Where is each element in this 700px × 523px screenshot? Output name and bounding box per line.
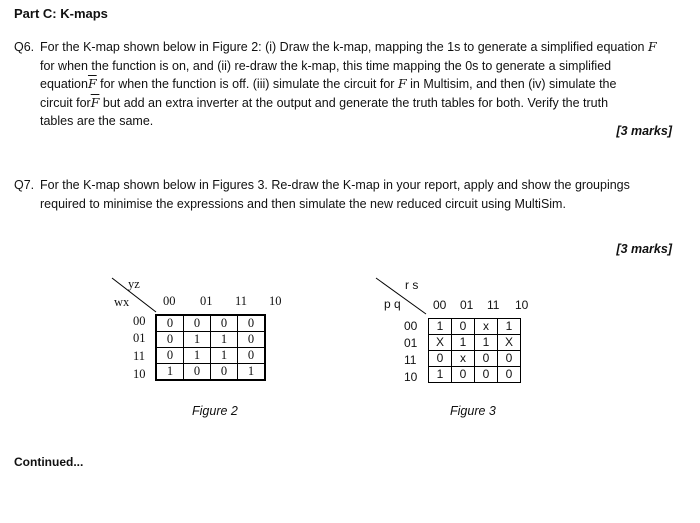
kmap2-cell: 0 bbox=[238, 332, 266, 348]
q6-line-5: tables are the same. bbox=[40, 114, 154, 128]
kmap3-cell: 1 bbox=[475, 335, 498, 351]
kmap3-cell: 0 bbox=[452, 319, 475, 335]
kmap2-row bbox=[156, 332, 265, 348]
q6-line-3: $equation\overline{F}$ for when the function is off. (iii) simulate the circuit for F in Multisim, and then (iv) simulate the bbox=[40, 76, 617, 91]
kmap3-col-header: 01 bbox=[460, 298, 474, 312]
question-6 bbox=[14, 38, 674, 131]
kmap3-cell: 1 bbox=[452, 335, 475, 351]
kmap2-cell: 0 bbox=[184, 315, 211, 332]
kmap2-cell: 0 bbox=[156, 332, 184, 348]
q6-marks: [3 marks] bbox=[616, 124, 672, 138]
kmap2-col-var: yz bbox=[128, 277, 140, 291]
kmap2-row-header: 00 bbox=[133, 314, 146, 328]
kmap2-cell: 1 bbox=[184, 348, 211, 364]
kmap2-col-header: 00 bbox=[163, 294, 176, 308]
kmap2-row-header: 11 bbox=[133, 349, 146, 363]
continued-label: Continued... bbox=[14, 455, 84, 469]
kmap3-row-header: 01 bbox=[404, 336, 418, 350]
kmap3-row-header: 00 bbox=[404, 319, 418, 333]
kmap3-row-header: 11 bbox=[404, 353, 417, 367]
q6-line-4: circuit $for\overline{F}$ but add an extra inverter at the output and generate the truth tables for both. Verify the truth bbox=[40, 94, 609, 110]
kmap2-cell: 1 bbox=[211, 332, 238, 348]
kmap2-grid bbox=[155, 314, 266, 381]
kmap3-col-header: 00 bbox=[433, 298, 447, 312]
kmap2-cell: 0 bbox=[184, 364, 211, 381]
kmap2-cell: 0 bbox=[156, 348, 184, 364]
q7-line-2: required to minimise the expressions and then simulate the new reduced circuit using MultiSim. bbox=[40, 196, 566, 211]
kmap2-col-header: 01 bbox=[200, 294, 213, 308]
q7-marks: [3 marks] bbox=[616, 242, 672, 256]
kmap2-row-header: 10 bbox=[133, 367, 146, 381]
kmap3-cell: 1 bbox=[498, 319, 521, 335]
kmap2-row bbox=[156, 364, 265, 381]
kmap2-row bbox=[156, 348, 265, 364]
kmap2-col-header: 11 bbox=[235, 294, 248, 308]
kmap3-row-var: p q bbox=[384, 297, 401, 311]
kmap2-row-header: 01 bbox=[133, 331, 146, 345]
kmap2-cell: 1 bbox=[238, 364, 266, 381]
kmap3-row bbox=[429, 351, 521, 367]
kmap2-cell: 1 bbox=[156, 364, 184, 381]
question-7-number: Q7. bbox=[14, 178, 35, 192]
kmap3-cell: X bbox=[429, 335, 452, 351]
q6-line-1: For the K-map shown below in Figure 2: (i) Draw the k-map, mapping the 1s to generate a simplified equation F bbox=[40, 39, 657, 54]
question-6-number: Q6. bbox=[14, 40, 35, 54]
kmap3-col-var: r s bbox=[405, 278, 419, 292]
kmap2-col-header: 10 bbox=[269, 294, 282, 308]
section-heading: Part C: K-maps bbox=[14, 6, 108, 21]
kmap3-caption: Figure 3 bbox=[450, 404, 496, 418]
kmap2-cell: 1 bbox=[184, 332, 211, 348]
kmap3-cell: X bbox=[498, 335, 521, 351]
kmap3-col-header: 11 bbox=[487, 298, 500, 312]
kmap3-cell: 0 bbox=[452, 367, 475, 383]
kmap3-row-header: 10 bbox=[404, 370, 418, 384]
kmap2-cell: 0 bbox=[156, 315, 184, 332]
kmap3-cell: 0 bbox=[498, 367, 521, 383]
kmap3-cell: 0 bbox=[498, 351, 521, 367]
kmap3-row bbox=[429, 335, 521, 351]
kmap3-cell: 0 bbox=[475, 351, 498, 367]
kmap2-cell: 0 bbox=[211, 364, 238, 381]
kmap3-cell: 0 bbox=[429, 351, 452, 367]
kmap3-cell: 1 bbox=[429, 319, 452, 335]
kmap3-cell: 0 bbox=[475, 367, 498, 383]
kmap3-grid bbox=[428, 318, 521, 383]
kmap3-cell: x bbox=[452, 351, 475, 367]
kmap2-cell: 1 bbox=[211, 348, 238, 364]
kmap3-row bbox=[429, 367, 521, 383]
kmap2-cell: 0 bbox=[238, 348, 266, 364]
kmap3-row bbox=[429, 319, 521, 335]
kmap2-cell: 0 bbox=[238, 315, 266, 332]
question-7 bbox=[14, 176, 674, 213]
kmap2-caption: Figure 2 bbox=[192, 404, 238, 418]
q7-line-1: For the K-map shown below in Figures 3. Re-draw the K-map in your report, apply and show the groupings bbox=[40, 178, 630, 192]
kmap2-row-var: wx bbox=[114, 295, 130, 309]
kmap3-col-header: 10 bbox=[515, 298, 529, 312]
q6-line-2: for when the function is on, and (ii) re-draw the k-map, this time mapping the 0s to generate a simplified bbox=[40, 58, 612, 73]
kmap3-cell: x bbox=[475, 319, 498, 335]
kmap3-cell: 1 bbox=[429, 367, 452, 383]
kmap3-diagonal bbox=[374, 276, 430, 318]
kmap2-row bbox=[156, 315, 265, 332]
kmap2-cell: 0 bbox=[211, 315, 238, 332]
